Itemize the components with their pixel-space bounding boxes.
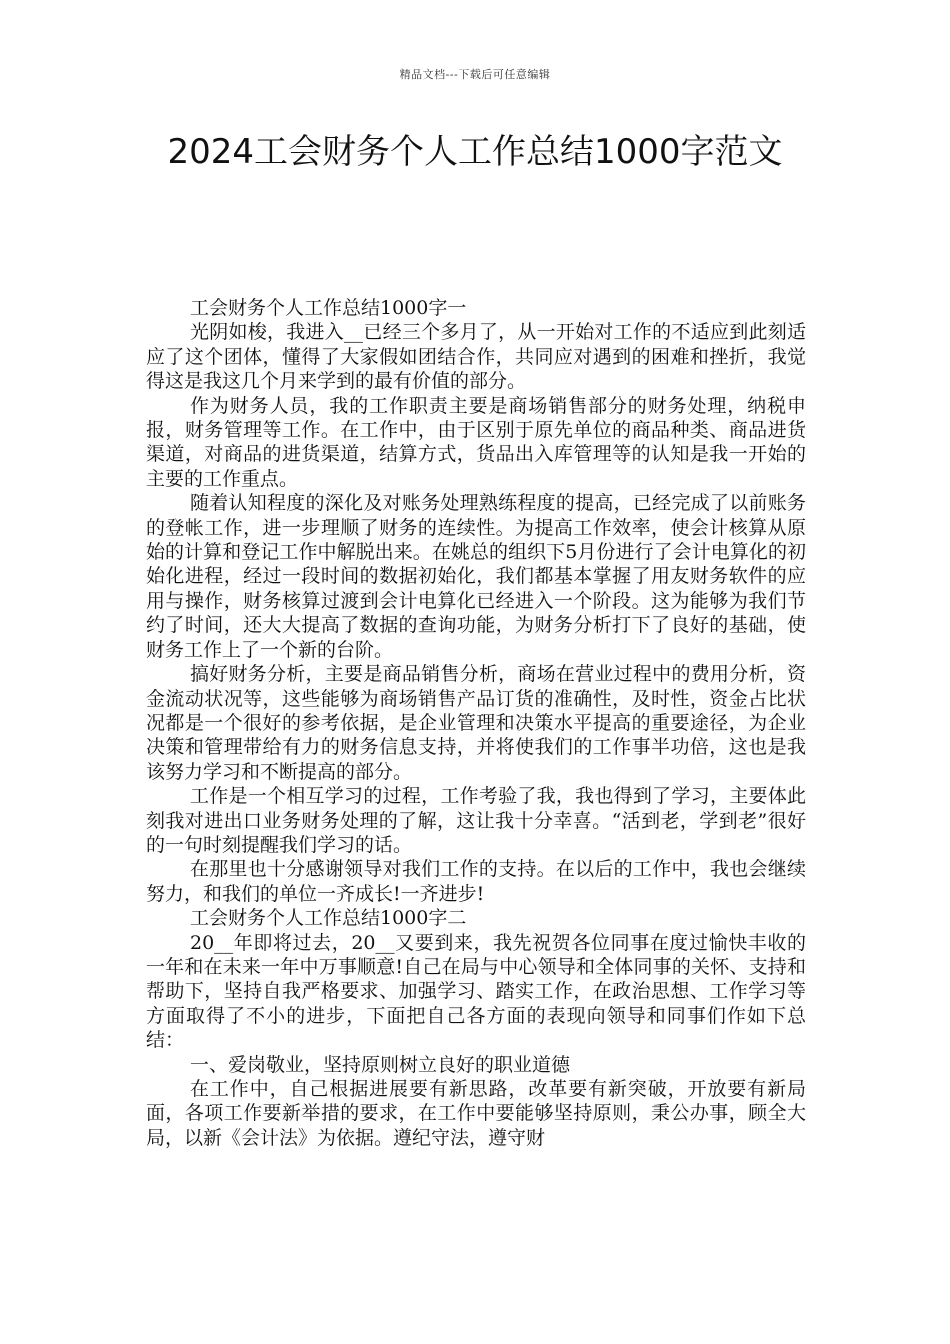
- page-header: 精品文档---下载后可任意编辑: [399, 68, 551, 81]
- paragraph: 搞好财务分析，主要是商品销售分析，商场在营业过程中的费用分析，资金流动状况等，这些能够为商场销售产品订货的准确性，及时性，资金占比状况都是一个很好的参考依据，是企业管理和决策水平提高的重要途径，为企业决策和管理带给有力的财务信息支持，并将使我们的工作事半功倍，这也是我该努力学习和不断提高的部分。: [146, 663, 806, 783]
- paragraph: 20__年即将过去，20__又要到来，我先祝贺各位同事在度过愉快丰收的一年和在未来一年中万事顺意!自己在局与中心领导和全体同事的关怀、支持和帮助下，坚持自我严格要求、加强学习、踏实工作，在政治思想、工作学习等方面取得了不小的进步，下面把自己各方面的表现向领导和同事们作如下总结：: [146, 931, 806, 1052]
- document-body: [146, 296, 806, 1150]
- section-heading-1: 工会财务个人工作总结1000字一: [190, 297, 467, 319]
- paragraph: 光阴如梭，我进入__已经三个多月了，从一开始对工作的不适应到此刻适应了这个团体，懂得了大家假如团结合作，共同应对遇到的困难和挫折，我觉得这是我这几个月来学到的最有价值的部分。: [146, 321, 806, 393]
- paragraph: 作为财务人员，我的工作职责主要是商场销售部分的财务处理，纳税申报，财务管理等工作。在工作中，由于区别于原先单位的商品种类、商品进货渠道，对商品的进货渠道，结算方式，货品出入库管理等的认知是我一开始的主要的工作重点。: [146, 394, 806, 490]
- paragraph: 随着认知程度的深化及对账务处理熟练程度的提高，已经完成了以前账务的登帐工作，进一步理顺了财务的连续性。为提高工作效率，使会计核算从原始的计算和登记工作中解脱出来。在姚总的组织下5月份进行了会计电算化的初始化进程，经过一段时间的数据初始化，我们都基本掌握了用友财务软件的应用与操作，财务核算过渡到会计电算化已经进入一个阶段。这为能够为我们节约了时间，还大大提高了数据的查询功能，为财务分析打下了良好的基础，使财务工作上了一个新的台阶。: [146, 492, 806, 661]
- document-title: 2024工会财务个人工作总结1000字范文: [167, 132, 783, 172]
- section-heading-2: 工会财务个人工作总结1000字二: [190, 907, 467, 930]
- subsection-heading: 一、爱岗敬业，坚持原则树立良好的职业道德: [190, 1053, 571, 1076]
- paragraph: 工作是一个相互学习的过程，工作考验了我，我也得到了学习，主要体此刻我对进出口业务财务处理的了解，这让我十分幸喜。“活到老，学到老”很好的一句时刻提醒我们学习的话。: [146, 785, 806, 856]
- paragraph: 在那里也十分感谢领导对我们工作的支持。在以后的工作中，我也会继续努力，和我们的单位一齐成长!一齐进步!: [146, 858, 806, 905]
- paragraph: 在工作中，自己根据进展要有新思路，改革要有新突破，开放要有新局面，各项工作要新举措的要求，在工作中要能够坚持原则，秉公办事，顾全大局，以新《会计法》为依据。遵纪守法，遵守财: [146, 1078, 806, 1149]
